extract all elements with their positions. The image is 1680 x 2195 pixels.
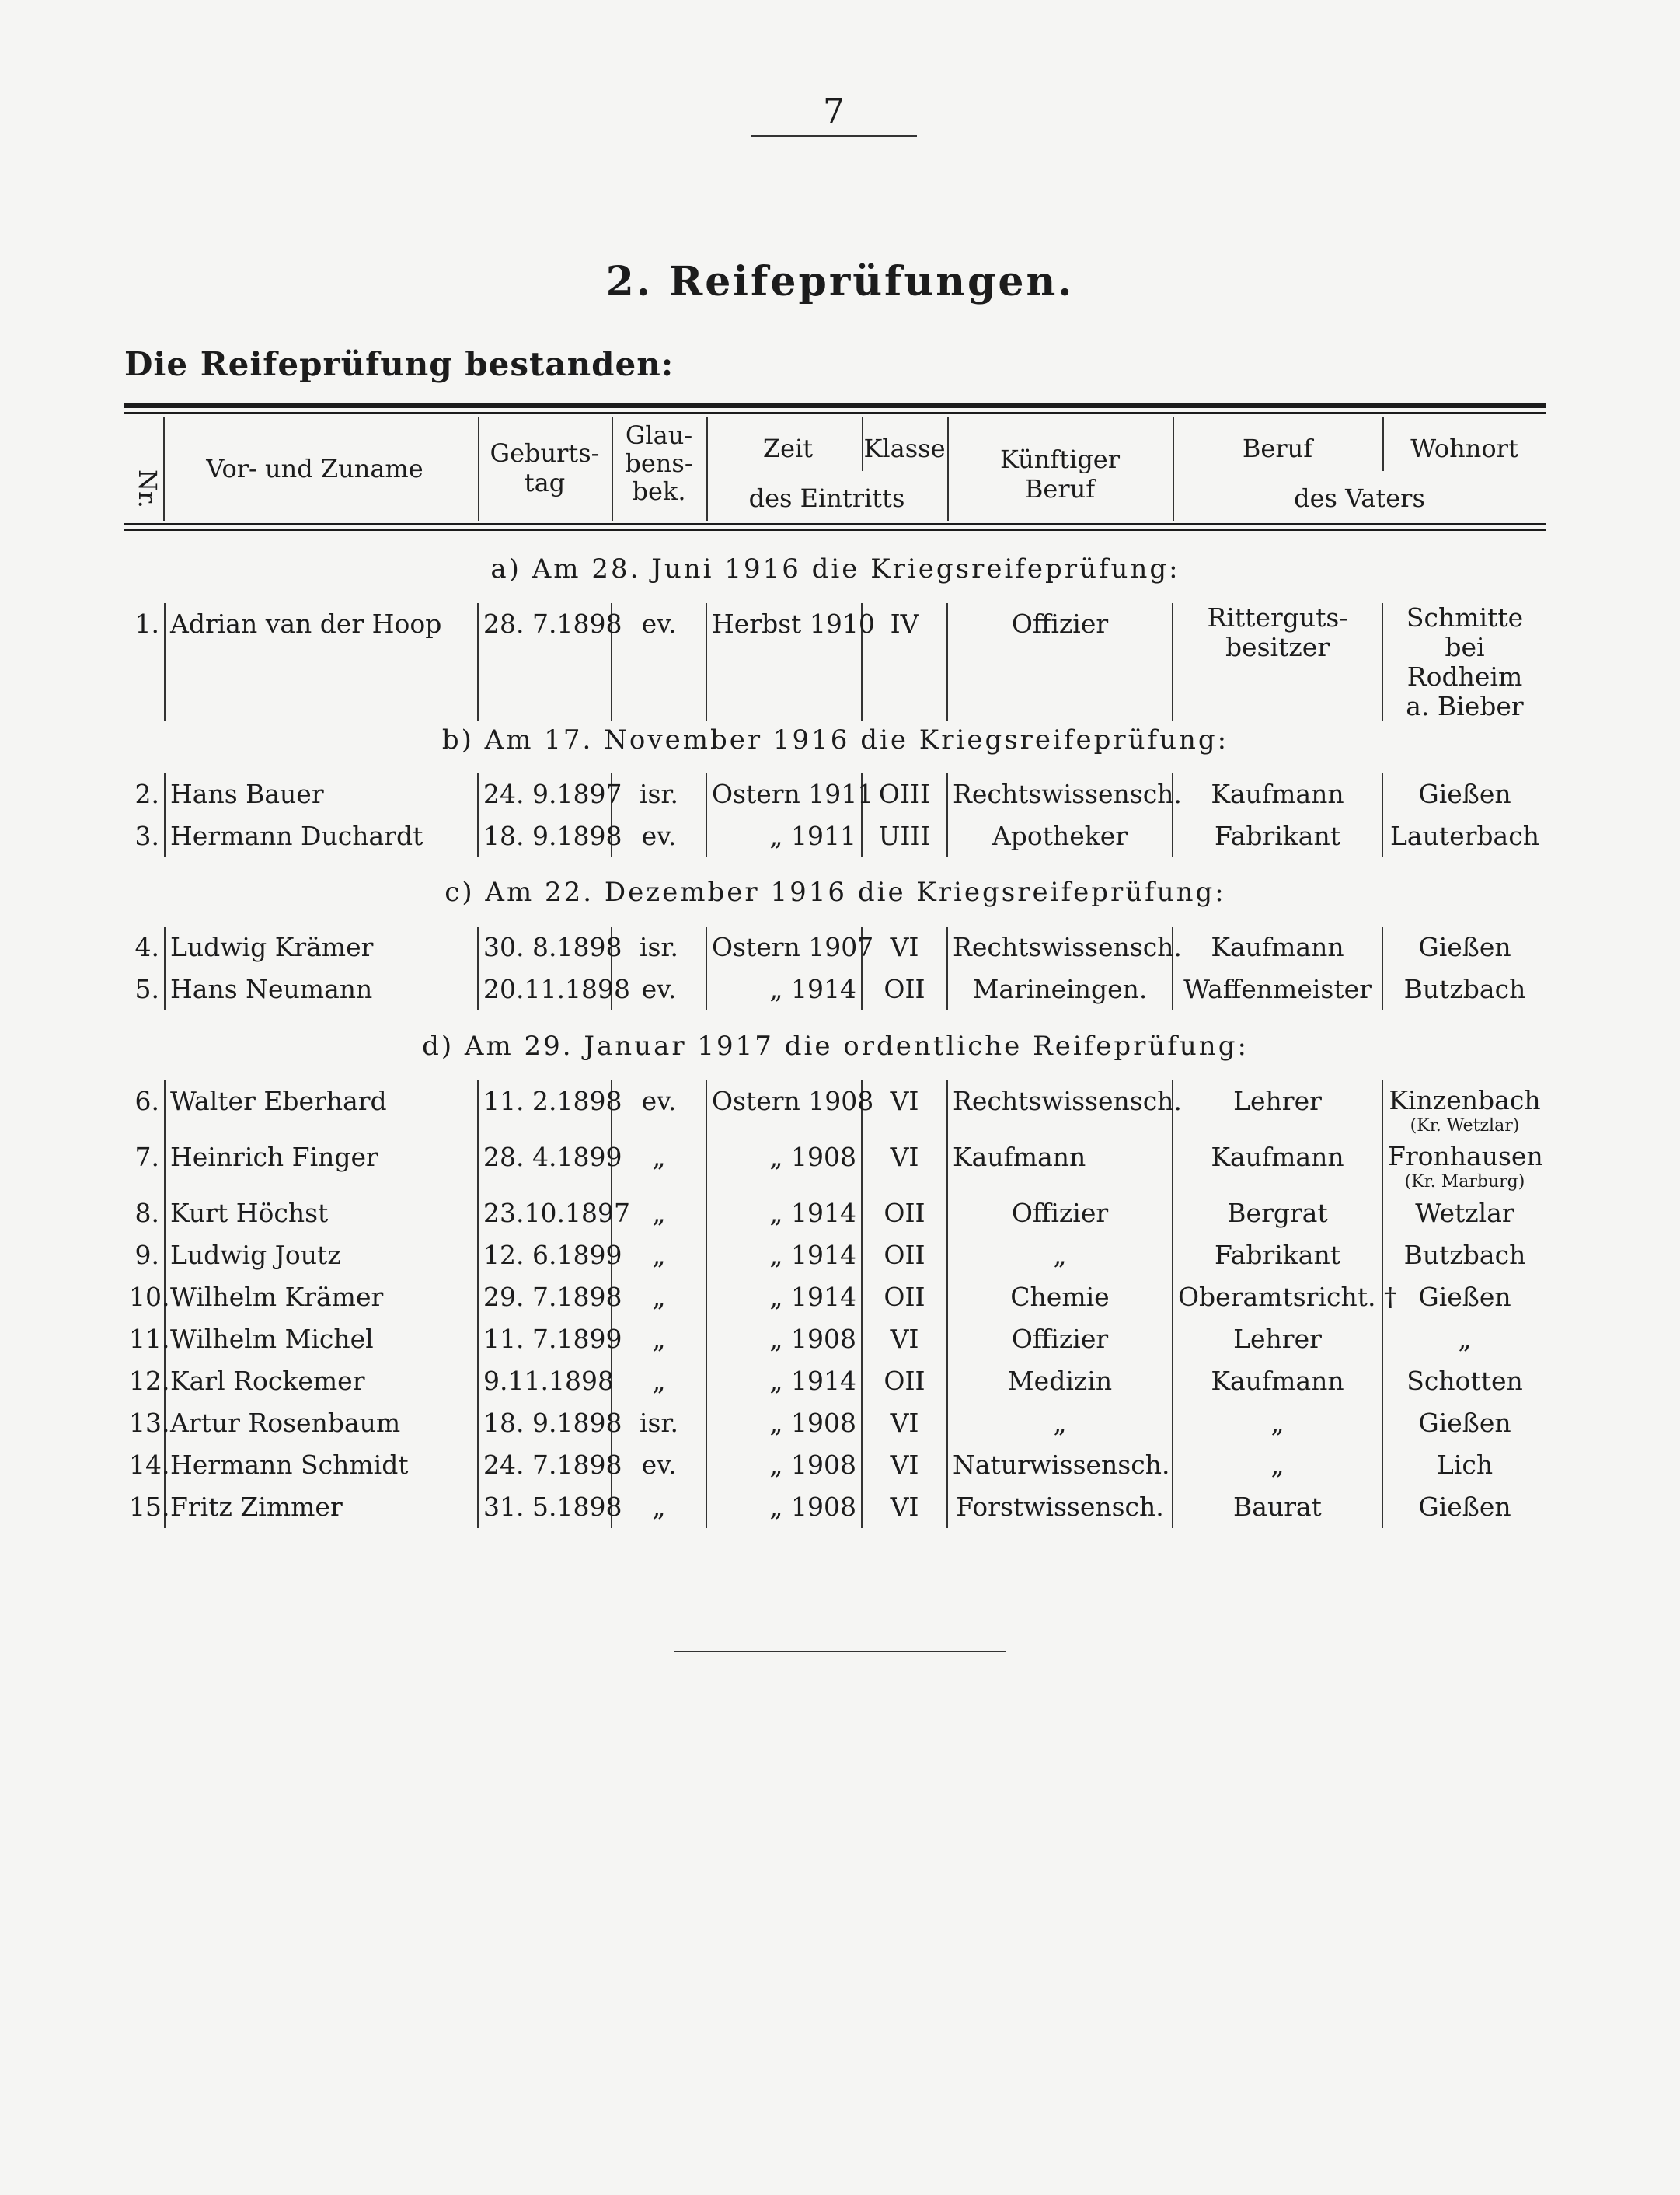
table-row bbox=[124, 1318, 1546, 1360]
row-geburtstag: 11. 7.1899 bbox=[478, 1318, 612, 1360]
row-zeit: „ 1914 bbox=[706, 1192, 862, 1234]
row-wohnort: Gießen bbox=[1382, 1402, 1546, 1444]
row-zeit: „ 1908 bbox=[706, 1318, 862, 1360]
row-beruf-vater: „ bbox=[1270, 1450, 1284, 1480]
section-label-b: b) Am 17. November 1916 die Kriegsreifeprüfung: bbox=[441, 724, 1229, 756]
row-beruf-vater: Kaufmann bbox=[1211, 932, 1344, 962]
table-row bbox=[124, 815, 1546, 857]
table-section-c bbox=[124, 927, 1546, 1010]
row-wohnort: Butzbach bbox=[1382, 1234, 1546, 1276]
header-beruf: Beruf bbox=[1242, 434, 1313, 463]
row-glaubensbek: ev. bbox=[641, 1086, 677, 1116]
row-geburtstag: 30. 8.1898 bbox=[478, 927, 612, 968]
row-nr: 1. bbox=[124, 603, 165, 721]
row-klasse: UIII bbox=[878, 821, 931, 851]
row-zeit: „ 1914 bbox=[706, 1234, 862, 1276]
row-glaubensbek: „ bbox=[652, 1198, 666, 1228]
row-nr: 8. bbox=[124, 1192, 165, 1234]
row-zeit: Ostern 1907 bbox=[706, 927, 862, 968]
row-kuenftiger-beruf: Offizier bbox=[947, 1318, 1173, 1360]
header-zeit: Zeit bbox=[762, 434, 814, 463]
row-nr: 12. bbox=[124, 1360, 165, 1402]
header-klasse: Klasse bbox=[863, 434, 946, 463]
row-zeit: „ 1908 bbox=[706, 1444, 862, 1486]
row-kuenftiger-beruf: Rechtswissensch. bbox=[947, 1080, 1173, 1136]
header-name: Vor- und Zuname bbox=[206, 454, 423, 483]
row-kuenftiger-beruf: Medizin bbox=[947, 1360, 1173, 1402]
end-rule bbox=[674, 1651, 1006, 1652]
row-geburtstag: 9.11.1898 bbox=[478, 1360, 612, 1402]
row-klasse: VI bbox=[890, 1450, 919, 1480]
header-glaubensbek: Glau- bens- bek. bbox=[625, 421, 693, 506]
row-wohnort: Schmitte bei Rodheim a. Bieber bbox=[1382, 603, 1546, 721]
row-wohnort: Gießen bbox=[1382, 1276, 1546, 1318]
row-glaubensbek: ev. bbox=[641, 974, 677, 1004]
header-divider bbox=[163, 417, 165, 521]
row-glaubensbek: „ bbox=[652, 1282, 666, 1312]
section-label-d: d) Am 29. Januar 1917 die ordentliche Reifeprüfung: bbox=[422, 1031, 1249, 1062]
row-glaubensbek: isr. bbox=[639, 1408, 679, 1438]
subtitle: Die Reifeprüfung bestanden: bbox=[124, 345, 674, 383]
row-geburtstag: 11. 2.1898 bbox=[478, 1080, 612, 1136]
row-zeit: „ 1914 bbox=[706, 1360, 862, 1402]
row-zeit: „ 1914 bbox=[706, 1276, 862, 1318]
row-kuenftiger-beruf: „ bbox=[947, 1402, 1173, 1444]
row-nr: 4. bbox=[124, 927, 165, 968]
row-glaubensbek: „ bbox=[652, 1366, 666, 1396]
row-wohnort-name: Kinzenbach bbox=[1389, 1085, 1541, 1115]
row-name: Ludwig Joutz bbox=[170, 1240, 341, 1270]
row-klasse: VI bbox=[890, 1492, 919, 1522]
row-klasse: OIII bbox=[878, 779, 931, 809]
table-section-a bbox=[124, 603, 1546, 721]
row-geburtstag: 18. 9.1898 bbox=[478, 815, 612, 857]
row-zeit: „ 1908 bbox=[706, 1486, 862, 1528]
row-zeit: Ostern 1911 bbox=[706, 773, 862, 815]
page-number: 7 bbox=[823, 92, 845, 131]
row-glaubensbek: ev. bbox=[641, 1450, 677, 1480]
row-kuenftiger-beruf: Kaufmann bbox=[947, 1136, 1173, 1192]
row-klasse: OII bbox=[884, 1198, 925, 1228]
row-wohnort-note: (Kr. Wetzlar) bbox=[1410, 1116, 1520, 1136]
row-wohnort: Gießen bbox=[1382, 927, 1546, 968]
row-wohnort-note: (Kr. Marburg) bbox=[1404, 1172, 1525, 1192]
row-nr: 6. bbox=[124, 1080, 165, 1136]
row-name: Heinrich Finger bbox=[170, 1142, 378, 1172]
row-kuenftiger-beruf: Forstwissensch. bbox=[947, 1486, 1173, 1528]
row-nr: 3. bbox=[124, 815, 165, 857]
row-beruf-vater: Lehrer bbox=[1233, 1086, 1322, 1116]
table-row bbox=[124, 1136, 1546, 1192]
row-geburtstag: 28. 7.1898 bbox=[478, 603, 612, 721]
header-wohnort: Wohnort bbox=[1410, 434, 1518, 463]
table-row bbox=[124, 968, 1546, 1010]
row-geburtstag: 24. 7.1898 bbox=[478, 1444, 612, 1486]
row-wohnort: Gießen bbox=[1382, 1486, 1546, 1528]
row-geburtstag: 31. 5.1898 bbox=[478, 1486, 612, 1528]
row-glaubensbek: „ bbox=[652, 1324, 666, 1354]
row-klasse: OII bbox=[884, 1240, 925, 1270]
row-beruf-vater: Lehrer bbox=[1233, 1324, 1322, 1354]
row-glaubensbek: „ bbox=[652, 1240, 666, 1270]
row-kuenftiger-beruf: Offizier bbox=[947, 1192, 1173, 1234]
row-wohnort: Schotten bbox=[1382, 1360, 1546, 1402]
row-glaubensbek: „ bbox=[652, 1492, 666, 1522]
row-wohnort: Butzbach bbox=[1382, 968, 1546, 1010]
row-name: Hans Neumann bbox=[170, 974, 373, 1004]
row-kuenftiger-beruf: Rechtswissensch. bbox=[947, 773, 1173, 815]
table-top-rule bbox=[124, 403, 1546, 408]
header-geburtstag: Geburts- tag bbox=[490, 438, 600, 497]
row-nr: 13. bbox=[124, 1402, 165, 1444]
row-beruf-vater: Oberamtsricht. † bbox=[1178, 1282, 1397, 1312]
row-kuenftiger-beruf: Rechtswissensch. bbox=[947, 927, 1173, 968]
row-wohnort-name: Fronhausen bbox=[1388, 1141, 1543, 1171]
row-kuenftiger-beruf: Marineingen. bbox=[947, 968, 1173, 1010]
row-wohnort bbox=[1382, 1136, 1546, 1192]
row-wohnort: Wetzlar bbox=[1382, 1192, 1546, 1234]
table-row bbox=[124, 1486, 1546, 1528]
row-wohnort: Lauterbach bbox=[1382, 815, 1546, 857]
row-beruf-vater: Bergrat bbox=[1227, 1198, 1328, 1228]
row-kuenftiger-beruf: Apotheker bbox=[947, 815, 1173, 857]
header-bottom-rule bbox=[124, 523, 1546, 525]
row-geburtstag: 12. 6.1899 bbox=[478, 1234, 612, 1276]
row-glaubensbek: isr. bbox=[639, 932, 679, 962]
row-wohnort: „ bbox=[1382, 1318, 1546, 1360]
row-klasse: VI bbox=[890, 1408, 919, 1438]
row-beruf-vater: Ritterguts- besitzer bbox=[1207, 602, 1348, 662]
row-name: Walter Eberhard bbox=[170, 1086, 387, 1116]
table-row bbox=[124, 1444, 1546, 1486]
row-glaubensbek: ev. bbox=[641, 609, 677, 639]
row-zeit: Herbst 1910 bbox=[706, 603, 862, 721]
row-beruf-vater: Fabrikant bbox=[1215, 821, 1340, 851]
row-beruf-vater: Baurat bbox=[1233, 1492, 1322, 1522]
row-zeit: „ 1908 bbox=[706, 1402, 862, 1444]
header-des-vaters: des Vaters bbox=[1294, 483, 1425, 513]
row-nr: 15. bbox=[124, 1486, 165, 1528]
header-bottom-rule-2 bbox=[124, 529, 1546, 531]
row-klasse: VI bbox=[890, 1324, 919, 1354]
row-name: Fritz Zimmer bbox=[170, 1492, 343, 1522]
header-nr: Nr. bbox=[133, 469, 162, 508]
row-klasse: OII bbox=[884, 1282, 925, 1312]
row-kuenftiger-beruf: Naturwissensch. bbox=[947, 1444, 1173, 1486]
table-row bbox=[124, 1360, 1546, 1402]
table-section-d bbox=[124, 1080, 1546, 1528]
row-geburtstag: 24. 9.1897 bbox=[478, 773, 612, 815]
row-klasse: VI bbox=[890, 932, 919, 962]
section-title: 2. Reifeprüfungen. bbox=[605, 258, 1075, 305]
table-top-rule-thin bbox=[124, 412, 1546, 414]
row-beruf-vater: Kaufmann bbox=[1211, 779, 1344, 809]
row-klasse: VI bbox=[890, 1142, 919, 1172]
row-zeit: „ 1908 bbox=[706, 1136, 862, 1192]
row-beruf-vater: Kaufmann bbox=[1211, 1142, 1344, 1172]
row-klasse: OII bbox=[884, 974, 925, 1004]
row-wohnort bbox=[1382, 1080, 1546, 1136]
row-beruf-vater: Waffenmeister bbox=[1183, 974, 1372, 1004]
section-label-c: c) Am 22. Dezember 1916 die Kriegsreifeprüfung: bbox=[444, 877, 1226, 908]
page-number-rule bbox=[751, 135, 917, 137]
row-nr: 5. bbox=[124, 968, 165, 1010]
row-klasse: VI bbox=[890, 1086, 919, 1116]
row-geburtstag: 23.10.1897 bbox=[478, 1192, 612, 1234]
header-des-eintritts: des Eintritts bbox=[748, 483, 905, 513]
row-wohnort: Gießen bbox=[1382, 773, 1546, 815]
table-row bbox=[124, 1234, 1546, 1276]
row-geburtstag: 20.11.1898 bbox=[478, 968, 612, 1010]
table-header bbox=[124, 417, 1546, 522]
row-zeit: Ostern 1908 bbox=[706, 1080, 862, 1136]
row-beruf-vater: Kaufmann bbox=[1211, 1366, 1344, 1396]
row-nr: 2. bbox=[124, 773, 165, 815]
table-row bbox=[124, 1192, 1546, 1234]
row-geburtstag: 28. 4.1899 bbox=[478, 1136, 612, 1192]
row-kuenftiger-beruf: Chemie bbox=[947, 1276, 1173, 1318]
row-name: Karl Rockemer bbox=[170, 1366, 365, 1396]
row-nr: 10. bbox=[124, 1276, 165, 1318]
row-klasse: OII bbox=[884, 1366, 925, 1396]
row-name: Hermann Duchardt bbox=[170, 821, 423, 851]
row-name: Wilhelm Krämer bbox=[170, 1282, 384, 1312]
row-nr: 7. bbox=[124, 1136, 165, 1192]
row-zeit: „ 1911 bbox=[706, 815, 862, 857]
row-beruf-vater: „ bbox=[1270, 1408, 1284, 1438]
table-row bbox=[124, 603, 1546, 721]
table-row bbox=[124, 773, 1546, 815]
table-row bbox=[124, 1276, 1546, 1318]
row-kuenftiger-beruf: „ bbox=[947, 1234, 1173, 1276]
row-glaubensbek: „ bbox=[652, 1142, 666, 1172]
row-nr: 9. bbox=[124, 1234, 165, 1276]
row-beruf-vater: Fabrikant bbox=[1215, 1240, 1340, 1270]
row-name: Kurt Höchst bbox=[170, 1198, 329, 1228]
row-name: Hans Bauer bbox=[170, 779, 324, 809]
row-nr: 11. bbox=[124, 1318, 165, 1360]
row-klasse: IV bbox=[890, 609, 919, 639]
table-row bbox=[124, 1402, 1546, 1444]
row-nr: 14. bbox=[124, 1444, 165, 1486]
section-label-a: a) Am 28. Juni 1916 die Kriegsreifeprüfung: bbox=[490, 553, 1180, 585]
row-name: Adrian van der Hoop bbox=[170, 609, 442, 639]
row-name: Ludwig Krämer bbox=[170, 932, 374, 962]
row-name: Artur Rosenbaum bbox=[170, 1408, 401, 1438]
row-name: Hermann Schmidt bbox=[170, 1450, 409, 1480]
row-glaubensbek: ev. bbox=[641, 821, 677, 851]
row-geburtstag: 29. 7.1898 bbox=[478, 1276, 612, 1318]
row-wohnort: Lich bbox=[1382, 1444, 1546, 1486]
table-section-b bbox=[124, 773, 1546, 857]
header-kuenftiger-beruf: Künftiger Beruf bbox=[999, 445, 1121, 504]
table-row bbox=[124, 1080, 1546, 1136]
row-zeit: „ 1914 bbox=[706, 968, 862, 1010]
row-kuenftiger-beruf: Offizier bbox=[947, 603, 1173, 721]
row-geburtstag: 18. 9.1898 bbox=[478, 1402, 612, 1444]
row-name: Wilhelm Michel bbox=[170, 1324, 374, 1354]
table-row bbox=[124, 927, 1546, 968]
row-glaubensbek: isr. bbox=[639, 779, 679, 809]
